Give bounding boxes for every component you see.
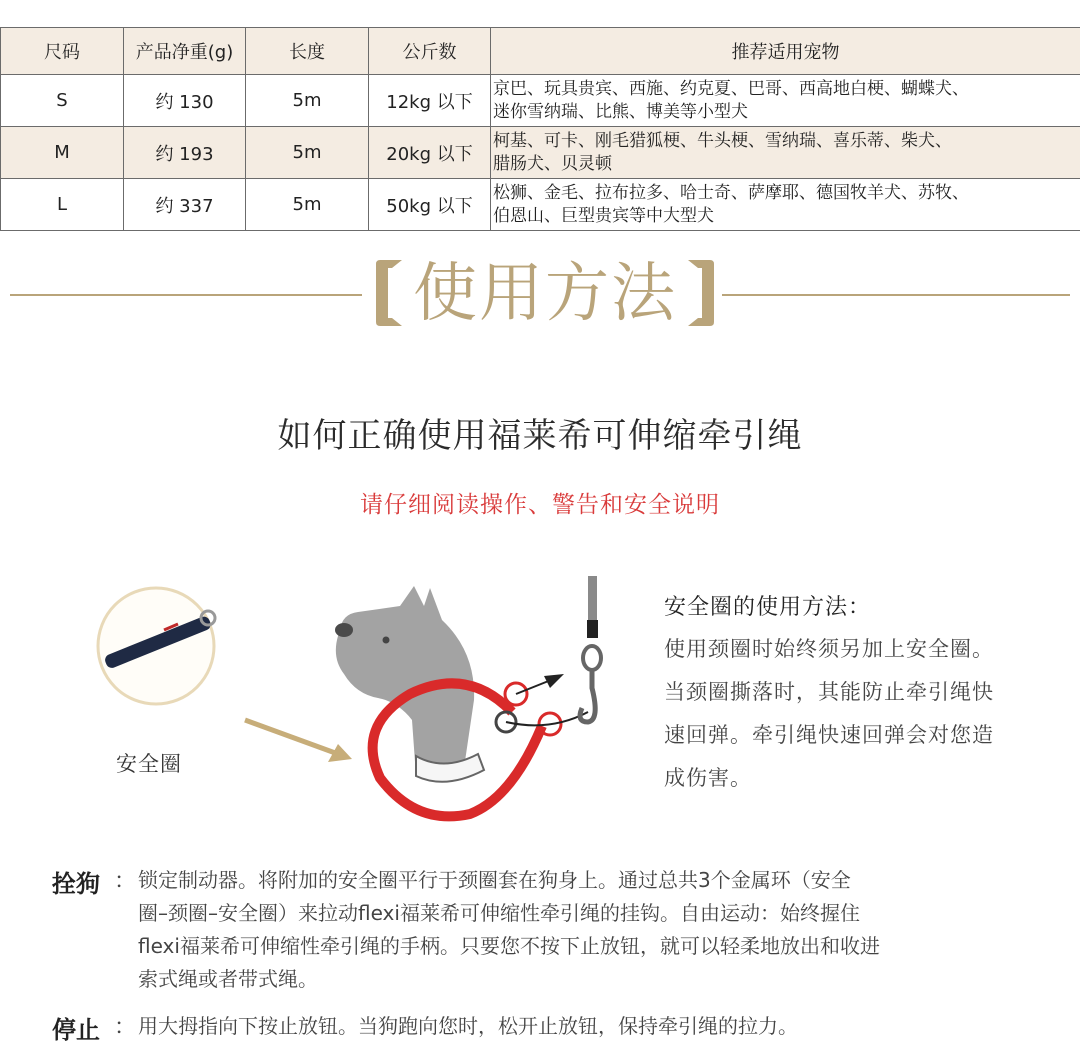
section-heading-text: 使用方法 [413,257,677,331]
pets-line: 迷你雪纳瑞、比熊、博美等小型犬 [493,101,748,122]
header-weight: 产品净重(g) [124,28,246,75]
safety-line: 成伤害。 [664,766,752,790]
header-pets: 推荐适用宠物 [491,28,1080,75]
stop-separator: ： [114,1015,137,1040]
cell-length: 5m [246,179,369,231]
tie-line: 锁定制动器。将附加的安全圈平行于颈圈套在狗身上。通过总共3个金属环（安全 [138,868,851,892]
cell-weight: 约 130 [124,75,246,127]
safety-heading: 安全圈的使用方法： [664,595,872,620]
cell-kg: 20kg 以下 [369,127,491,179]
cell-size: L [1,179,124,231]
safety-line: 当颈圈撕落时，其能防止牵引绳快 [664,680,994,704]
table-row [1,127,1080,179]
heading-divider-right [722,294,1070,296]
stop-label: 停止 [52,1016,100,1044]
size-table [0,27,1080,231]
cell-kg: 50kg 以下 [369,179,491,231]
pets-line: 松狮、金毛、拉布拉多、哈士奇、萨摩耶、德国牧羊犬、苏牧、 [493,182,969,203]
tie-line: 索式绳或者带式绳。 [138,967,318,991]
safety-line: 使用颈圈时始终须另加上安全圈。 [664,637,994,661]
main-title: 如何正确使用福莱希可伸缩牵引绳 [277,416,803,456]
safety-ring-icon [98,588,215,704]
header-kg: 公斤数 [369,28,491,75]
tie-line: 圈–颈圈–安全圈）来拉动flexi福莱希可伸缩性牵引绳的挂钩。自由运动：始终握住 [138,901,860,925]
section-heading [0,250,1080,340]
cell-pets [491,127,1080,179]
cell-size: M [1,127,124,179]
header-length: 长度 [246,28,369,75]
cell-length: 5m [246,127,369,179]
header-size: 尺码 [1,28,124,75]
cell-weight: 约 193 [124,127,246,179]
safety-body [664,628,1064,800]
safety-line: 速回弹。牵引绳快速回弹会对您造 [664,723,994,747]
tie-text [138,864,1078,996]
heading-divider-left [10,294,362,296]
pets-line: 伯恩山、巨型贵宾等中大型犬 [493,205,714,226]
stop-line: 用大拇指向下按止放钮。当狗跑向您时，松开止放钮，保持牵引绳的拉力。 [138,1014,798,1038]
pets-line: 柯基、可卡、刚毛猎狐梗、牛头梗、雪纳瑞、喜乐蒂、柴犬、 [493,130,952,151]
cell-weight: 约 337 [124,179,246,231]
arrow-icon [245,720,352,762]
pets-line: 腊肠犬、贝灵顿 [493,153,612,174]
leash-illustration [80,570,640,840]
cell-length: 5m [246,75,369,127]
table-header-row [1,28,1080,75]
tie-label: 拴狗 [52,870,100,898]
pets-line: 京巴、玩具贵宾、西施、约克夏、巴哥、西高地白梗、蝴蝶犬、 [493,78,969,99]
sub-title: 请仔细阅读操作、警告和安全说明 [360,492,720,518]
table-row [1,179,1080,231]
table-row [1,75,1080,127]
leash-hook-icon [580,576,601,722]
bracket-left-icon [366,256,406,330]
safety-ring-label: 安全圈 [116,752,182,776]
cell-kg: 12kg 以下 [369,75,491,127]
cell-pets [491,179,1080,231]
stop-text [138,1010,1078,1043]
cell-size: S [1,75,124,127]
cell-pets [491,75,1080,127]
metal-rings-icon [496,674,588,735]
tie-separator: ： [114,869,137,894]
bracket-right-icon [684,256,724,330]
tie-line: flexi福莱希可伸缩性牵引绳的手柄。只要您不按下止放钮，就可以轻柔地放出和收进 [138,934,880,958]
